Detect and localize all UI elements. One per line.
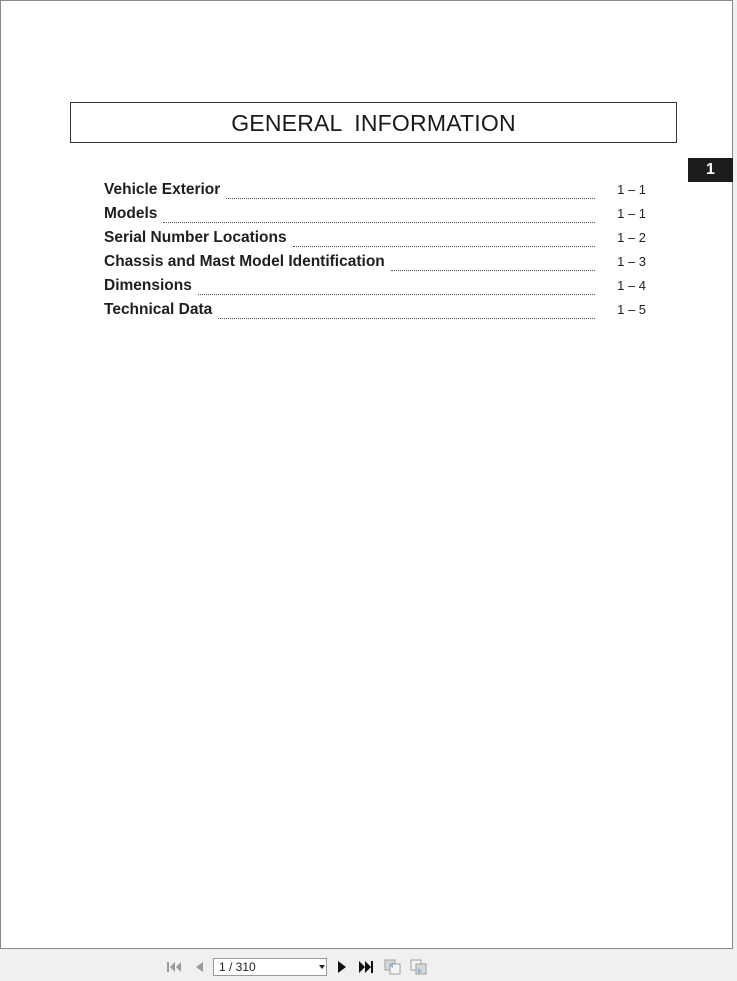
chevron-down-icon[interactable] [319, 965, 325, 969]
next-view-icon [410, 959, 428, 975]
chapter-title-box [70, 102, 677, 143]
toc-entry-vehicle-exterior[interactable] [104, 181, 646, 205]
page-number-field[interactable] [213, 958, 327, 976]
toc-entry-models[interactable] [104, 205, 646, 229]
last-page-icon [358, 960, 374, 974]
toc-entry-label: Serial Number Locations [104, 229, 287, 246]
toc-entry-page: 1 – 4 [617, 278, 646, 293]
toc-entry-label: Dimensions [104, 277, 192, 294]
toc-entry-label: Technical Data [104, 301, 213, 318]
toc-entry-label: Models [104, 205, 158, 222]
page-number-input[interactable] [214, 959, 315, 975]
table-of-contents [104, 181, 646, 325]
dot-leader [293, 246, 595, 247]
dot-leader [226, 198, 595, 199]
previous-page-button[interactable] [190, 959, 208, 975]
previous-page-icon [193, 960, 205, 974]
toc-entry-serial-number-locations[interactable] [104, 229, 646, 253]
toc-entry-page: 1 – 2 [617, 230, 646, 245]
dot-leader [163, 222, 595, 223]
toc-entry-page: 1 – 1 [617, 206, 646, 221]
last-page-button[interactable] [357, 959, 375, 975]
next-page-icon [336, 960, 348, 974]
toc-entry-dimensions[interactable] [104, 277, 646, 301]
previous-view-icon [384, 959, 402, 975]
first-page-button[interactable] [165, 959, 183, 975]
toc-entry-chassis-mast-identification[interactable] [104, 253, 646, 277]
chapter-tab: 1 [688, 158, 733, 182]
next-page-button[interactable] [333, 959, 351, 975]
toc-entry-technical-data[interactable] [104, 301, 646, 325]
dot-leader [218, 318, 595, 319]
dot-leader [198, 294, 595, 295]
next-view-button[interactable] [410, 959, 428, 975]
toc-entry-page: 1 – 5 [617, 302, 646, 317]
toc-entry-page: 1 – 1 [617, 182, 646, 197]
navigation-toolbar [0, 949, 737, 981]
previous-view-button[interactable] [384, 959, 402, 975]
toc-entry-page: 1 – 3 [617, 254, 646, 269]
dot-leader [391, 270, 595, 271]
chapter-title: GENERAL INFORMATION [231, 109, 516, 136]
first-page-icon [166, 960, 182, 974]
toc-entry-label: Chassis and Mast Model Identification [104, 253, 385, 270]
toc-entry-label: Vehicle Exterior [104, 181, 221, 198]
